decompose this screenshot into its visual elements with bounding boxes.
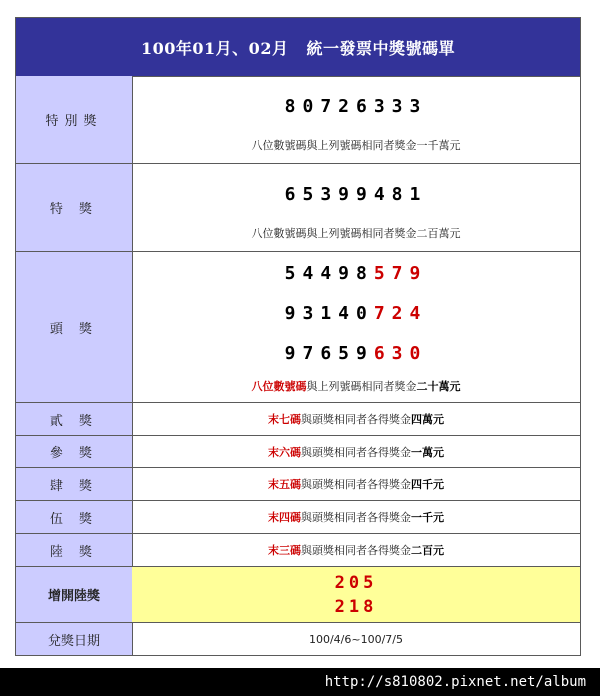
prize-rule: 末六碼 與頭獎相同者各得獎金 一萬元 (268, 445, 444, 459)
prize-label: 參 獎 (16, 436, 133, 467)
first-prize-number: 54498579 (284, 263, 428, 284)
special-prize-note: 八位數號碼與上列號碼相同者獎金一千萬元 (251, 139, 461, 152)
prize-label: 肆 獎 (16, 468, 133, 500)
watermark-url: http://s810802.pixnet.net/album (0, 668, 600, 696)
grand-prize-number: 65399481 (284, 184, 428, 205)
page-title (16, 18, 580, 77)
special-prize-row (16, 76, 580, 164)
grand-prize-row (16, 164, 580, 252)
prize-label: 伍 獎 (16, 501, 133, 533)
redeem-dates: 100/4/6~100/7/5 (308, 632, 404, 646)
prize-row-2 (16, 403, 580, 436)
special-prize-number: 80726333 (284, 96, 428, 117)
additional-sixth-number: 218 (334, 597, 378, 617)
first-prize-label: 頭 獎 (16, 252, 133, 402)
additional-sixth-number: 205 (334, 573, 378, 593)
additional-sixth-label: 增開陸獎 (16, 567, 133, 622)
prize-label: 貳 獎 (16, 403, 133, 435)
prize-rule: 末七碼 與頭獎相同者各得獎金 四萬元 (268, 413, 444, 426)
prize-rule: 末五碼 與頭獎相同者各得獎金 四千元 (268, 478, 444, 491)
prize-rule: 末四碼 與頭獎相同者各得獎金 一千元 (268, 511, 444, 524)
special-prize-label: 特別獎 (16, 76, 133, 163)
grand-prize-label: 特 獎 (16, 164, 133, 251)
prize-label: 陸 獎 (16, 534, 133, 566)
first-prize-number: 97659630 (284, 343, 428, 364)
first-prize-note: 八位數號碼與上列號碼相同者獎金二十萬元 (251, 380, 461, 393)
prize-row-6 (16, 534, 580, 567)
prize-row-5 (16, 501, 580, 534)
prize-row-3 (16, 436, 580, 468)
additional-sixth-prize-row (16, 567, 580, 623)
redeem-label: 兌獎日期 (16, 623, 133, 655)
prize-rule: 末三碼 與頭獎相同者各得獎金 二百元 (268, 544, 444, 557)
lottery-result-table (15, 17, 581, 656)
title-name: 統一發票中獎號碼單 (306, 38, 455, 58)
title-period: 100年01月、02月 (141, 38, 289, 58)
first-prize-number: 93140724 (284, 303, 428, 324)
grand-prize-note: 八位數號碼與上列號碼相同者獎金二百萬元 (251, 227, 461, 240)
prize-row-4 (16, 468, 580, 501)
redeem-period-row (16, 623, 580, 655)
first-prize-row (16, 252, 580, 403)
